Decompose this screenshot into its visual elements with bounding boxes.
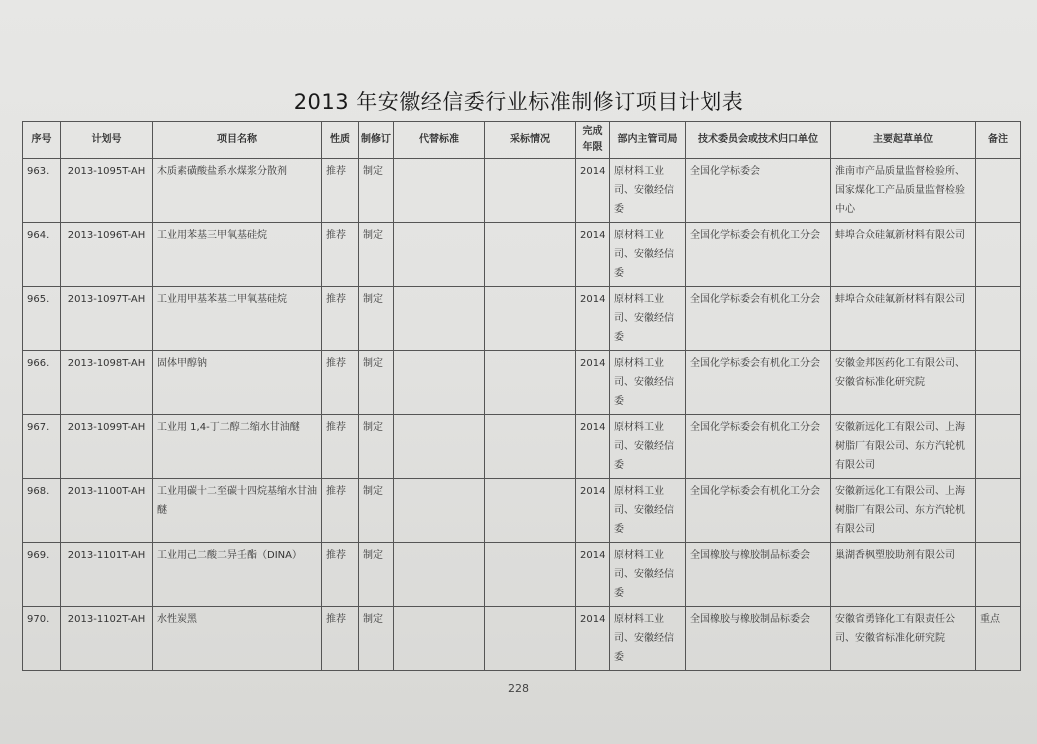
cell-adopt <box>485 415 576 479</box>
cell-nature: 推荐 <box>322 287 359 351</box>
table-row <box>23 607 1021 671</box>
cell-adopt <box>485 159 576 223</box>
cell-note <box>976 415 1021 479</box>
cell-committee: 全国化学标委会有机化工分会 <box>686 479 831 543</box>
cell-seq: 968. <box>23 479 61 543</box>
cell-dept: 原材料工业司、安徽经信委 <box>610 287 686 351</box>
header-committee: 技术委员会或技术归口单位 <box>686 122 831 159</box>
cell-seq: 967. <box>23 415 61 479</box>
cell-note <box>976 159 1021 223</box>
plan-table <box>22 121 1021 671</box>
cell-drafter: 安徽新远化工有限公司、上海树脂厂有限公司、东方汽轮机有限公司 <box>831 479 976 543</box>
table-row <box>23 351 1021 415</box>
cell-note <box>976 223 1021 287</box>
cell-committee: 全国化学标委会有机化工分会 <box>686 287 831 351</box>
cell-seq: 969. <box>23 543 61 607</box>
cell-replace <box>394 159 485 223</box>
table-row <box>23 159 1021 223</box>
cell-drafter: 安徽省勇锋化工有限责任公司、安徽省标准化研究院 <box>831 607 976 671</box>
cell-year: 2014 <box>576 223 610 287</box>
cell-revise: 制定 <box>359 287 394 351</box>
cell-revise: 制定 <box>359 223 394 287</box>
cell-plan-no: 2013-1102T-AH <box>61 607 153 671</box>
header-replace: 代替标准 <box>394 122 485 159</box>
cell-name: 固体甲醇钠 <box>153 351 322 415</box>
cell-revise: 制定 <box>359 351 394 415</box>
cell-adopt <box>485 223 576 287</box>
table-row <box>23 479 1021 543</box>
page-number: 228 <box>508 682 529 695</box>
cell-committee: 全国化学标委会有机化工分会 <box>686 351 831 415</box>
table-row <box>23 415 1021 479</box>
cell-seq: 966. <box>23 351 61 415</box>
cell-revise: 制定 <box>359 543 394 607</box>
cell-plan-no: 2013-1100T-AH <box>61 479 153 543</box>
cell-year: 2014 <box>576 543 610 607</box>
header-seq: 序号 <box>23 122 61 159</box>
cell-replace <box>394 223 485 287</box>
cell-note <box>976 287 1021 351</box>
cell-dept: 原材料工业司、安徽经信委 <box>610 543 686 607</box>
cell-seq: 965. <box>23 287 61 351</box>
cell-drafter: 安徽新远化工有限公司、上海树脂厂有限公司、东方汽轮机有限公司 <box>831 415 976 479</box>
cell-nature: 推荐 <box>322 543 359 607</box>
cell-plan-no: 2013-1098T-AH <box>61 351 153 415</box>
header-plan-no: 计划号 <box>61 122 153 159</box>
cell-drafter: 巢湖香枫塑胶助剂有限公司 <box>831 543 976 607</box>
table-row <box>23 287 1021 351</box>
cell-nature: 推荐 <box>322 415 359 479</box>
cell-replace <box>394 479 485 543</box>
cell-nature: 推荐 <box>322 351 359 415</box>
cell-note: 重点 <box>976 607 1021 671</box>
cell-adopt <box>485 351 576 415</box>
header-revise: 制修订 <box>359 122 394 159</box>
cell-note <box>976 543 1021 607</box>
cell-name: 工业用碳十二至碳十四烷基缩水甘油醚 <box>153 479 322 543</box>
header-dept: 部内主管司局 <box>610 122 686 159</box>
cell-adopt <box>485 479 576 543</box>
cell-dept: 原材料工业司、安徽经信委 <box>610 479 686 543</box>
cell-year: 2014 <box>576 607 610 671</box>
cell-drafter: 安徽金邦医药化工有限公司、安徽省标准化研究院 <box>831 351 976 415</box>
header-adopt: 采标情况 <box>485 122 576 159</box>
cell-name: 水性炭黑 <box>153 607 322 671</box>
table-header-row <box>23 122 1021 159</box>
cell-dept: 原材料工业司、安徽经信委 <box>610 351 686 415</box>
cell-committee: 全国化学标委会有机化工分会 <box>686 415 831 479</box>
cell-seq: 963. <box>23 159 61 223</box>
cell-year: 2014 <box>576 351 610 415</box>
cell-seq: 964. <box>23 223 61 287</box>
cell-replace <box>394 287 485 351</box>
cell-replace <box>394 351 485 415</box>
cell-committee: 全国化学标委会 <box>686 159 831 223</box>
cell-name: 木质素磺酸盐系水煤浆分散剂 <box>153 159 322 223</box>
cell-revise: 制定 <box>359 159 394 223</box>
cell-dept: 原材料工业司、安徽经信委 <box>610 607 686 671</box>
cell-name: 工业用苯基三甲氧基硅烷 <box>153 223 322 287</box>
page-title: 2013 年安徽经信委行业标准制修订项目计划表 <box>293 90 744 114</box>
header-year: 完成年限 <box>576 122 610 159</box>
cell-adopt <box>485 607 576 671</box>
cell-name: 工业用 1,4-丁二醇二缩水甘油醚 <box>153 415 322 479</box>
cell-name: 工业用己二酸二异壬酯（DINA） <box>153 543 322 607</box>
cell-nature: 推荐 <box>322 479 359 543</box>
cell-plan-no: 2013-1095T-AH <box>61 159 153 223</box>
cell-drafter: 蚌埠合众硅氟新材料有限公司 <box>831 223 976 287</box>
cell-drafter: 淮南市产品质量监督检验所、国家煤化工产品质量监督检验中心 <box>831 159 976 223</box>
cell-year: 2014 <box>576 479 610 543</box>
cell-adopt <box>485 287 576 351</box>
cell-name: 工业用甲基苯基二甲氧基硅烷 <box>153 287 322 351</box>
cell-dept: 原材料工业司、安徽经信委 <box>610 159 686 223</box>
cell-year: 2014 <box>576 159 610 223</box>
cell-plan-no: 2013-1099T-AH <box>61 415 153 479</box>
cell-revise: 制定 <box>359 479 394 543</box>
cell-replace <box>394 607 485 671</box>
cell-revise: 制定 <box>359 415 394 479</box>
cell-committee: 全国化学标委会有机化工分会 <box>686 223 831 287</box>
cell-replace <box>394 415 485 479</box>
cell-revise: 制定 <box>359 607 394 671</box>
cell-nature: 推荐 <box>322 607 359 671</box>
cell-dept: 原材料工业司、安徽经信委 <box>610 223 686 287</box>
header-drafter: 主要起草单位 <box>831 122 976 159</box>
header-note: 备注 <box>976 122 1021 159</box>
cell-plan-no: 2013-1096T-AH <box>61 223 153 287</box>
cell-year: 2014 <box>576 415 610 479</box>
cell-dept: 原材料工业司、安徽经信委 <box>610 415 686 479</box>
header-name: 项目名称 <box>153 122 322 159</box>
cell-committee: 全国橡胶与橡胶制品标委会 <box>686 543 831 607</box>
cell-plan-no: 2013-1101T-AH <box>61 543 153 607</box>
cell-note <box>976 351 1021 415</box>
cell-replace <box>394 543 485 607</box>
cell-nature: 推荐 <box>322 223 359 287</box>
table-row <box>23 543 1021 607</box>
cell-committee: 全国橡胶与橡胶制品标委会 <box>686 607 831 671</box>
cell-seq: 970. <box>23 607 61 671</box>
cell-plan-no: 2013-1097T-AH <box>61 287 153 351</box>
table-row <box>23 223 1021 287</box>
cell-adopt <box>485 543 576 607</box>
cell-nature: 推荐 <box>322 159 359 223</box>
header-nature: 性质 <box>322 122 359 159</box>
cell-year: 2014 <box>576 287 610 351</box>
cell-drafter: 蚌埠合众硅氟新材料有限公司 <box>831 287 976 351</box>
cell-note <box>976 479 1021 543</box>
